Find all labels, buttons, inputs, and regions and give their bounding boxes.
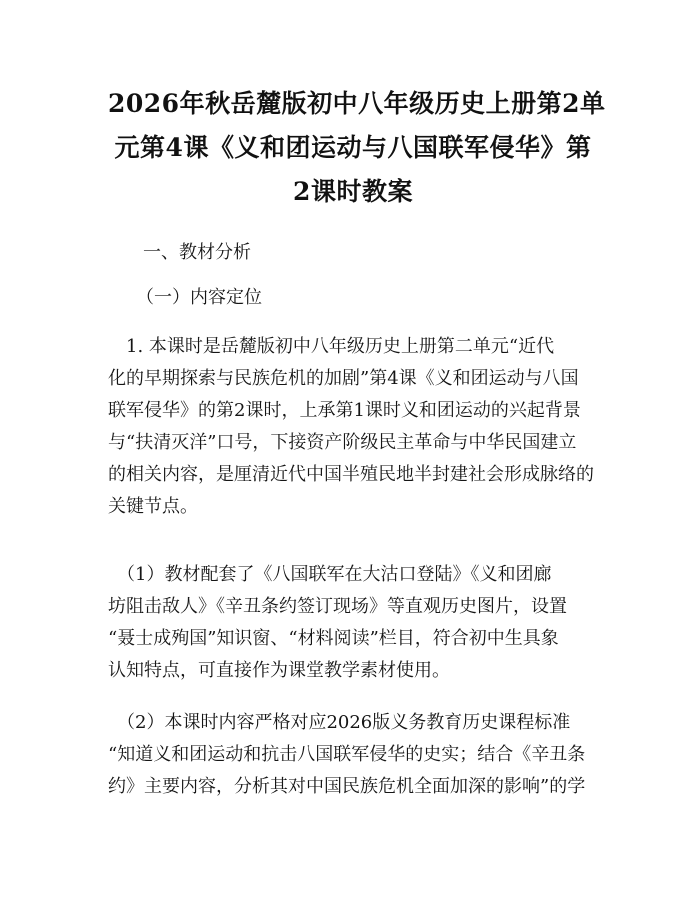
paragraph-line: “知道义和团运动和抗击八国联军侵华的史实；结合《辛丑条	[108, 744, 586, 765]
subsection-heading: （一）内容定位	[136, 287, 262, 308]
paragraph-line: 化的早期探索与民族危机的加剧”第4课《义和团运动与八国	[108, 368, 579, 389]
paragraph-1	[108, 331, 602, 523]
section-heading: 一、教材分析	[143, 242, 251, 263]
paragraph-line: 的相关内容，是厘清近代中国半殖民地半封建社会形成脉络的	[108, 464, 594, 485]
paragraph-line: 认知特点，可直接作为课堂教学素材使用。	[108, 660, 450, 681]
paragraph-line: “聂士成殉国”知识窗、“材料阅读”栏目，符合初中生具象	[108, 628, 559, 649]
paragraph-line: 与“扶清灭洋”口号，下接资产阶级民主革命与中华民国建立	[108, 432, 577, 453]
paragraph-line: 坊阻击敌人》《辛丑条约签订现场》等直观历史图片，设置	[108, 596, 567, 617]
paragraph-3	[108, 707, 602, 803]
paragraph-line: （1）教材配套了《八国联军在大沽口登陆》《义和团廊	[108, 564, 552, 585]
paragraph-line: 约》主要内容，分析其对中国民族危机全面加深的影响”的学	[108, 776, 586, 797]
title-line: 元第4课《义和团运动与八国联军侵华》第	[114, 133, 592, 162]
title-line: 2026年秋岳麓版初中八年级历史上册第2单	[108, 89, 606, 118]
paragraph-line: （2）本课时内容严格对应2026版义务教育历史课程标准	[108, 712, 571, 733]
paragraph-line: 关键节点。	[108, 496, 198, 517]
paragraph-line: 联军侵华》的第2课时，上承第1课时义和团运动的兴起背景	[108, 400, 581, 421]
paragraph-2	[108, 559, 602, 687]
title-line: 2课时教案	[293, 177, 413, 206]
document-title	[108, 82, 606, 214]
paragraph-line: 1. 本课时是岳麓版初中八年级历史上册第二单元“近代	[108, 336, 555, 357]
